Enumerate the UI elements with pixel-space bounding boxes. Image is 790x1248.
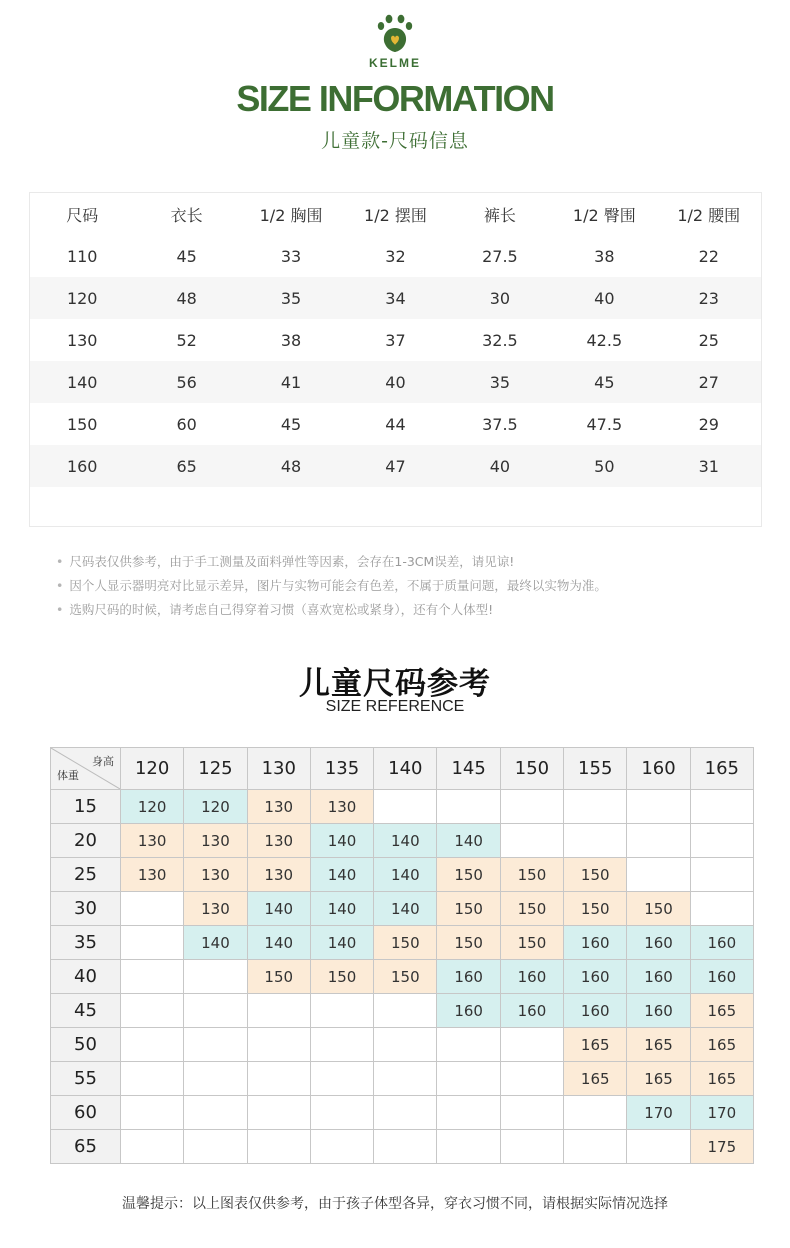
size-cell (121, 994, 184, 1028)
table-cell: 42.5 (586, 330, 623, 350)
height-col-header: 165 (690, 748, 753, 790)
size-cell: 140 (374, 824, 437, 858)
corner-cell (51, 748, 121, 790)
table-cell: 60 (176, 414, 197, 434)
size-cell: 120 (121, 790, 184, 824)
weight-row-header: 20 (51, 824, 121, 858)
size-cell: 160 (437, 994, 500, 1028)
size-cell: 130 (184, 824, 247, 858)
size-cell: 160 (500, 960, 563, 994)
size-cell: 165 (690, 994, 753, 1028)
bullet-icon: • (56, 578, 64, 593)
size-cell (247, 1028, 310, 1062)
size-cell: 150 (437, 926, 500, 960)
reference-body (51, 790, 754, 1164)
size-col-header: 衣长 (170, 205, 203, 225)
size-cell: 160 (500, 994, 563, 1028)
size-cell (627, 1130, 690, 1164)
size-cell: 160 (564, 926, 627, 960)
table-cell: 32 (385, 246, 406, 266)
table-cell: 22 (698, 246, 719, 266)
table-row (51, 892, 754, 926)
table-cell: 48 (280, 456, 302, 476)
size-cell (121, 1096, 184, 1130)
table-row (30, 445, 761, 487)
size-col-header: 1/2 腰围 (677, 205, 741, 225)
size-cell (184, 1028, 247, 1062)
size-cell: 165 (564, 1028, 627, 1062)
size-cell (310, 1062, 373, 1096)
size-cell (500, 1028, 563, 1062)
table-cell: 32.5 (482, 330, 518, 350)
size-cell: 150 (564, 892, 627, 926)
table-cell: 56 (176, 372, 197, 392)
table-cell: 45 (280, 414, 302, 434)
size-cell: 130 (247, 790, 310, 824)
note-text: 尺码表仅供参考，由于手工测量及面料弹性等因素，会存在1-3CM误差，请见谅! (69, 554, 515, 569)
page-subtitle: 儿童款-尺码信息 (321, 130, 469, 152)
table-cell: 35 (489, 372, 511, 392)
size-cell: 160 (627, 994, 690, 1028)
size-cell (374, 994, 437, 1028)
size-cell: 170 (627, 1096, 690, 1130)
size-cell (437, 1096, 500, 1130)
size-cell (121, 926, 184, 960)
size-cell (437, 1062, 500, 1096)
reference-subtitle: SIZE REFERENCE (325, 698, 465, 715)
size-cell (627, 824, 690, 858)
size-cell (247, 1096, 310, 1130)
table-cell: 160 (66, 456, 98, 476)
size-cell (627, 858, 690, 892)
height-axis-label: 身高 (92, 755, 114, 768)
table-cell: 45 (176, 246, 197, 266)
size-cell (500, 1096, 563, 1130)
weight-row-header: 55 (51, 1062, 121, 1096)
size-cell (374, 1062, 437, 1096)
weight-row-header: 60 (51, 1096, 121, 1130)
table-row (30, 319, 761, 361)
table-row (51, 994, 754, 1028)
size-cell: 165 (564, 1062, 627, 1096)
size-cell: 140 (310, 926, 373, 960)
height-col-header: 155 (564, 748, 627, 790)
size-info-table (29, 192, 762, 527)
size-cell (564, 790, 627, 824)
size-cell: 150 (374, 926, 437, 960)
table-cell: 27.5 (482, 246, 518, 266)
size-cell (121, 1028, 184, 1062)
size-cell (690, 824, 753, 858)
size-cell: 140 (184, 926, 247, 960)
table-cell: 48 (176, 288, 197, 308)
size-cell: 160 (564, 994, 627, 1028)
table-cell: 31 (698, 456, 719, 476)
notes-list (56, 550, 756, 622)
size-table (30, 193, 761, 487)
size-cell (437, 1130, 500, 1164)
size-cell: 150 (564, 858, 627, 892)
table-cell: 34 (385, 288, 406, 308)
size-cell (374, 1028, 437, 1062)
size-col-header: 尺码 (66, 205, 99, 225)
size-cell (374, 1096, 437, 1130)
note-text: 因个人显示器明亮对比显示差异，图片与实物可能会有色差，不属于质量问题，最终以实物为准。 (69, 578, 607, 593)
size-cell: 140 (247, 926, 310, 960)
table-cell: 150 (66, 414, 98, 434)
table-cell: 37.5 (482, 414, 518, 434)
table-row (51, 858, 754, 892)
size-cell: 160 (564, 960, 627, 994)
bullet-icon: • (56, 554, 64, 569)
table-row (30, 403, 761, 445)
footer-tip: 温馨提示：以上图表仅供参考，由于孩子体型各异，穿衣习惯不同，请根据实际情况选择 (122, 1196, 668, 1212)
size-cell (690, 892, 753, 926)
size-cell: 140 (310, 858, 373, 892)
table-cell: 25 (698, 330, 719, 350)
table-cell: 50 (594, 456, 615, 476)
size-cell (247, 994, 310, 1028)
table-cell: 140 (66, 372, 98, 392)
size-cell: 130 (184, 892, 247, 926)
weight-row-header: 35 (51, 926, 121, 960)
size-cell (184, 1096, 247, 1130)
size-cell (500, 1062, 563, 1096)
size-cell: 150 (247, 960, 310, 994)
size-cell (184, 960, 247, 994)
size-cell (500, 790, 563, 824)
size-cell: 130 (310, 790, 373, 824)
table-cell: 40 (385, 372, 406, 392)
table-cell: 47 (385, 456, 406, 476)
size-cell (690, 790, 753, 824)
size-cell: 165 (690, 1028, 753, 1062)
table-row (51, 1096, 754, 1130)
height-col-header: 130 (247, 748, 310, 790)
note-item (56, 550, 756, 574)
table-row (51, 1028, 754, 1062)
size-cell: 160 (437, 960, 500, 994)
height-col-header: 140 (374, 748, 437, 790)
size-cell (310, 994, 373, 1028)
size-cell (310, 1028, 373, 1062)
table-cell: 41 (280, 372, 302, 392)
size-cell (184, 994, 247, 1028)
size-cell: 150 (500, 858, 563, 892)
table-cell: 52 (176, 330, 197, 350)
note-text: 选购尺码的时候，请考虑自己得穿着习惯（喜欢宽松或紧身），还有个人体型! (69, 602, 494, 617)
size-col-header: 裤长 (483, 205, 516, 225)
size-cell: 170 (690, 1096, 753, 1130)
size-cell (437, 790, 500, 824)
size-cell (564, 1130, 627, 1164)
size-cell: 140 (310, 824, 373, 858)
size-cell (310, 1096, 373, 1130)
size-cell (500, 1130, 563, 1164)
size-cell: 150 (437, 858, 500, 892)
table-cell: 27 (698, 372, 719, 392)
size-cell: 120 (184, 790, 247, 824)
table-row (30, 361, 761, 403)
size-cell (374, 790, 437, 824)
size-cell: 160 (627, 926, 690, 960)
brand-logo (0, 14, 790, 70)
paw-icon (375, 14, 415, 54)
size-cell: 140 (437, 824, 500, 858)
reference-header-row (51, 748, 754, 790)
height-col-header: 135 (310, 748, 373, 790)
height-col-header: 125 (184, 748, 247, 790)
table-cell: 120 (66, 288, 98, 308)
weight-row-header: 25 (51, 858, 121, 892)
size-cell: 150 (627, 892, 690, 926)
table-cell: 29 (698, 414, 719, 434)
table-cell: 110 (66, 246, 98, 266)
size-cell: 140 (374, 892, 437, 926)
weight-row-header: 40 (51, 960, 121, 994)
size-cell: 130 (247, 858, 310, 892)
table-row (51, 926, 754, 960)
size-cell (121, 1130, 184, 1164)
size-cell (690, 858, 753, 892)
size-cell: 140 (374, 858, 437, 892)
table-cell: 47.5 (586, 414, 623, 434)
size-cell (564, 1096, 627, 1130)
table-cell: 37 (385, 330, 406, 350)
size-cell (184, 1062, 247, 1096)
table-cell: 40 (594, 288, 615, 308)
size-cell (121, 892, 184, 926)
note-item (56, 574, 756, 598)
size-col-header: 1/2 摆围 (364, 205, 427, 225)
bullet-icon: • (56, 602, 64, 617)
table-row (30, 277, 761, 319)
weight-row-header: 30 (51, 892, 121, 926)
size-cell: 160 (690, 926, 753, 960)
size-cell (121, 1062, 184, 1096)
size-cell: 150 (500, 926, 563, 960)
weight-row-header: 45 (51, 994, 121, 1028)
table-cell: 130 (66, 330, 98, 350)
weight-axis-label: 体重 (57, 769, 79, 782)
size-cell: 130 (121, 858, 184, 892)
size-table-header-row (30, 193, 761, 235)
table-row (51, 790, 754, 824)
size-cell: 160 (627, 960, 690, 994)
height-col-header: 160 (627, 748, 690, 790)
size-cell (247, 1062, 310, 1096)
weight-row-header: 50 (51, 1028, 121, 1062)
size-cell (500, 824, 563, 858)
table-cell: 45 (594, 372, 615, 392)
size-cell: 130 (247, 824, 310, 858)
size-cell: 130 (184, 858, 247, 892)
table-cell: 65 (176, 456, 197, 476)
height-col-header: 145 (437, 748, 500, 790)
page-title: SIZE INFORMATION (236, 78, 554, 119)
size-col-header: 1/2 胸围 (259, 205, 323, 225)
size-cell: 165 (690, 1062, 753, 1096)
height-col-header: 150 (500, 748, 563, 790)
size-col-header: 1/2 臀围 (572, 205, 636, 225)
table-row (51, 1062, 754, 1096)
size-cell: 150 (500, 892, 563, 926)
table-cell: 23 (698, 288, 719, 308)
note-item (56, 598, 756, 622)
table-cell: 38 (594, 246, 615, 266)
table-cell: 35 (280, 288, 302, 308)
size-cell: 175 (690, 1130, 753, 1164)
size-cell: 150 (374, 960, 437, 994)
reference-title: 儿童尺码参考 (299, 666, 491, 702)
size-cell (437, 1028, 500, 1062)
table-row (51, 960, 754, 994)
size-cell (184, 1130, 247, 1164)
size-cell (627, 790, 690, 824)
height-col-header: 120 (121, 748, 184, 790)
table-cell: 44 (385, 414, 406, 434)
size-reference-table (50, 747, 754, 1164)
size-cell (374, 1130, 437, 1164)
weight-row-header: 65 (51, 1130, 121, 1164)
size-cell: 140 (310, 892, 373, 926)
size-cell: 130 (121, 824, 184, 858)
size-cell: 165 (627, 1062, 690, 1096)
size-cell: 165 (627, 1028, 690, 1062)
table-row (51, 824, 754, 858)
size-cell: 150 (310, 960, 373, 994)
brand-name: KELME (369, 56, 421, 70)
table-row (30, 235, 761, 277)
table-cell: 38 (280, 330, 302, 350)
size-cell: 140 (247, 892, 310, 926)
table-cell: 30 (489, 288, 511, 308)
weight-row-header: 15 (51, 790, 121, 824)
table-row (51, 1130, 754, 1164)
size-cell: 150 (437, 892, 500, 926)
size-cell (564, 824, 627, 858)
size-cell (247, 1130, 310, 1164)
size-cell (121, 960, 184, 994)
size-cell: 160 (690, 960, 753, 994)
size-cell (310, 1130, 373, 1164)
table-cell: 40 (489, 456, 511, 476)
table-cell: 33 (280, 246, 302, 266)
